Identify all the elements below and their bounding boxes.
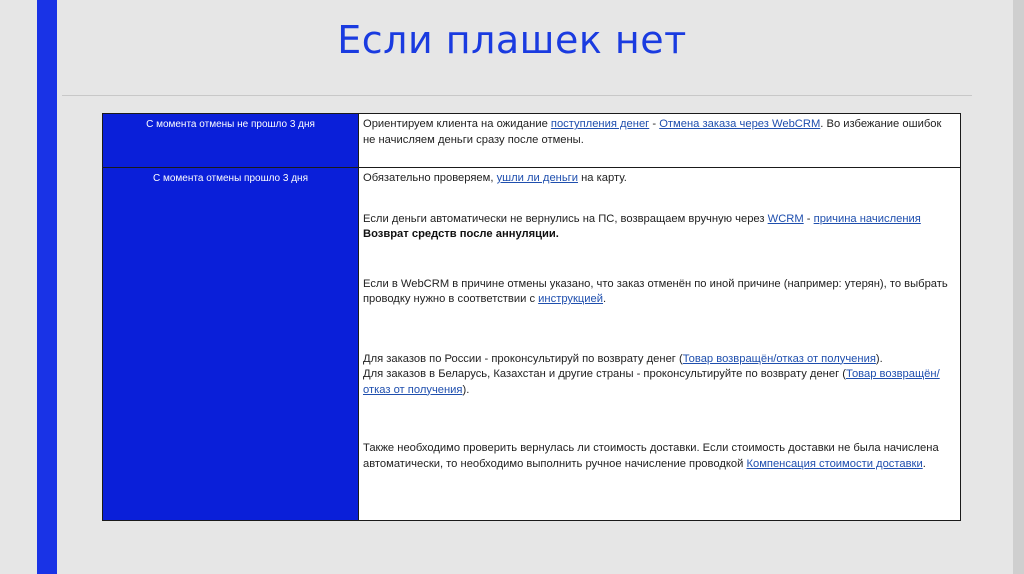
text-segment: на карту. bbox=[578, 172, 627, 184]
link-instruction[interactable]: инструкцией bbox=[538, 293, 604, 305]
link-goods-returned-russia[interactable]: Товар возвращён/отказ от получения bbox=[682, 352, 876, 365]
text-segment: . Во избежание ошибок не начисляем деньги сразу после отмены. bbox=[363, 118, 942, 146]
text-segment: Обязательно проверяем, bbox=[363, 172, 497, 184]
table-row bbox=[103, 168, 961, 521]
title-divider bbox=[62, 95, 972, 96]
action-paragraph bbox=[363, 117, 956, 148]
rules-table bbox=[102, 113, 961, 521]
action-paragraph bbox=[363, 352, 956, 399]
text-segment: Ориентируем клиента на ожидание bbox=[363, 118, 551, 130]
link-money-sent[interactable]: ушли ли деньги bbox=[496, 172, 579, 184]
action-paragraph bbox=[363, 171, 956, 187]
action-cell bbox=[359, 168, 961, 521]
text-segment: - bbox=[803, 212, 814, 225]
action-paragraph bbox=[363, 212, 956, 243]
text-segment: ). bbox=[462, 383, 470, 396]
action-paragraph bbox=[363, 277, 956, 308]
action-cell bbox=[359, 114, 961, 168]
condition-cell: С момента отмены не прошло 3 дня bbox=[103, 114, 359, 168]
condition-cell: С момента отмены прошло 3 дня bbox=[103, 168, 359, 521]
bold-text: Возврат средств после аннуляции. bbox=[363, 228, 559, 240]
slide-title: Если плашек нет bbox=[337, 18, 687, 62]
text-segment: - bbox=[649, 118, 660, 130]
text-segment: Если деньги автоматически не вернулись на ПС, возвращаем вручную через bbox=[363, 212, 768, 225]
table-row bbox=[103, 114, 961, 168]
right-edge-stripe bbox=[1013, 0, 1024, 574]
link-accrual-reason[interactable]: причина начисления bbox=[813, 212, 921, 225]
text-segment: . bbox=[603, 293, 607, 305]
text-segment: Для заказов в Беларусь, Казахстан и другие страны - проконсультируйте по возврату денег ( bbox=[363, 368, 846, 380]
text-segment: ). bbox=[875, 352, 883, 365]
link-cancel-order-webcrm[interactable]: Отмена заказа через WebCRM bbox=[659, 118, 821, 130]
link-wcrm[interactable]: WCRM bbox=[767, 212, 804, 225]
text-segment: Для заказов по России - проконсультируй по возврату денег ( bbox=[363, 352, 683, 365]
text-segment: Также необходимо проверить вернулась ли стоимость доставки. Если стоимость доставки не была начислена автоматически, то необходимо выполнить ручное начисление проводкой bbox=[363, 442, 939, 470]
text-segment: . bbox=[922, 457, 926, 470]
action-paragraph bbox=[363, 441, 956, 472]
text-segment: Если в WebCRM в причине отмены указано, что заказ отменён по иной причине (например: утерян), то выбрать проводку нужно в соответствии с bbox=[363, 277, 948, 305]
link-delivery-compensation[interactable]: Компенсация стоимости доставки bbox=[746, 457, 923, 470]
link-money-receipt[interactable]: поступления денег bbox=[550, 118, 650, 130]
link-goods-returned-other[interactable]: Товар возвращён/отказ от получения bbox=[363, 368, 940, 396]
left-accent-stripe bbox=[37, 0, 57, 574]
